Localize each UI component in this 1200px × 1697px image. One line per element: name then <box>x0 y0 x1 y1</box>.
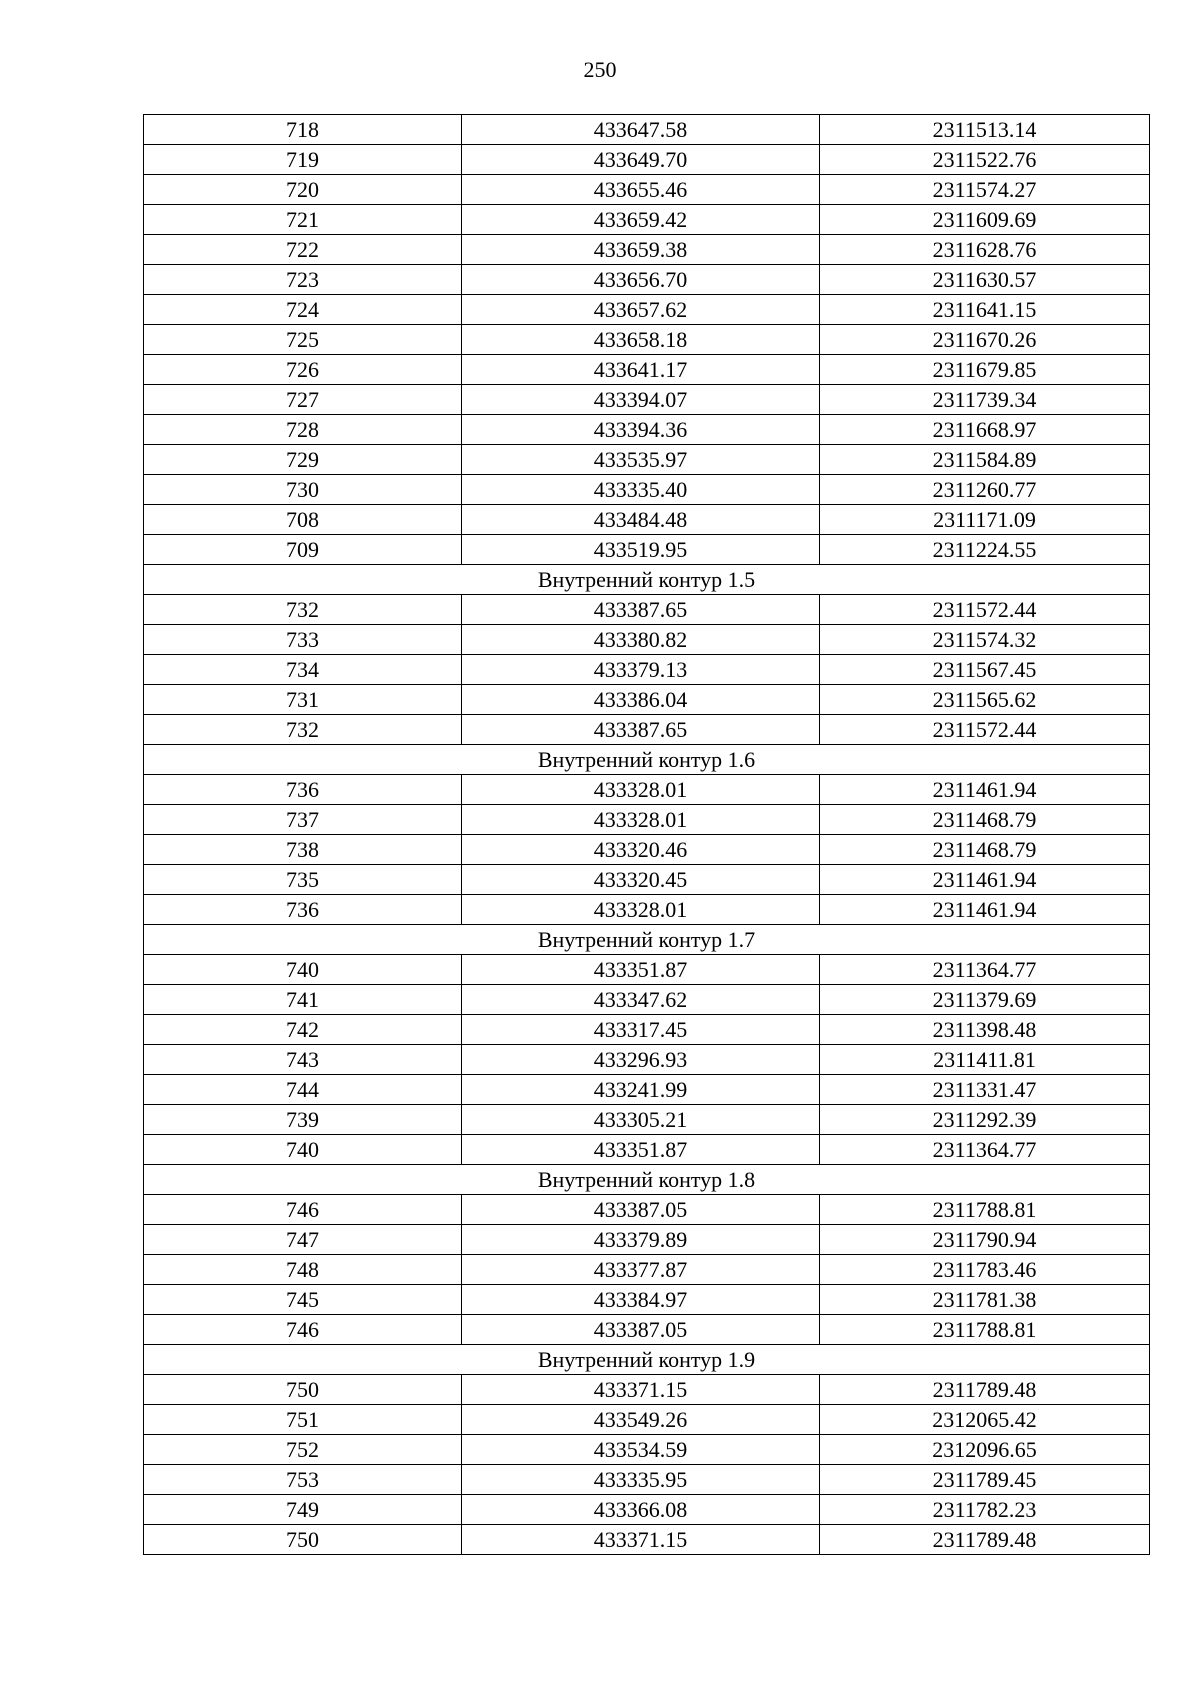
point-number-cell: 719 <box>144 145 462 175</box>
table-row <box>144 115 1150 145</box>
point-number-cell: 746 <box>144 1315 462 1345</box>
y-coordinate-cell: 2311411.81 <box>820 1045 1150 1075</box>
table-row <box>144 1015 1150 1045</box>
x-coordinate-cell: 433296.93 <box>462 1045 820 1075</box>
y-coordinate-cell: 2311364.77 <box>820 1135 1150 1165</box>
y-coordinate-cell: 2311739.34 <box>820 385 1150 415</box>
table-row <box>144 955 1150 985</box>
section-row <box>144 1345 1150 1375</box>
table-row <box>144 235 1150 265</box>
point-number-cell: 750 <box>144 1375 462 1405</box>
section-row <box>144 745 1150 775</box>
y-coordinate-cell: 2311468.79 <box>820 835 1150 865</box>
x-coordinate-cell: 433387.05 <box>462 1315 820 1345</box>
x-coordinate-cell: 433655.46 <box>462 175 820 205</box>
y-coordinate-cell: 2312096.65 <box>820 1435 1150 1465</box>
point-number-cell: 743 <box>144 1045 462 1075</box>
table-row <box>144 385 1150 415</box>
x-coordinate-cell: 433519.95 <box>462 535 820 565</box>
y-coordinate-cell: 2311461.94 <box>820 775 1150 805</box>
point-number-cell: 750 <box>144 1525 462 1555</box>
point-number-cell: 721 <box>144 205 462 235</box>
y-coordinate-cell: 2311670.26 <box>820 325 1150 355</box>
x-coordinate-cell: 433394.07 <box>462 385 820 415</box>
point-number-cell: 735 <box>144 865 462 895</box>
y-coordinate-cell: 2311679.85 <box>820 355 1150 385</box>
table-row <box>144 715 1150 745</box>
table-row <box>144 1195 1150 1225</box>
x-coordinate-cell: 433387.05 <box>462 1195 820 1225</box>
point-number-cell: 752 <box>144 1435 462 1465</box>
coordinates-table-body <box>144 115 1150 1555</box>
y-coordinate-cell: 2311790.94 <box>820 1225 1150 1255</box>
point-number-cell: 720 <box>144 175 462 205</box>
table-row <box>144 1105 1150 1135</box>
table-row <box>144 475 1150 505</box>
x-coordinate-cell: 433351.87 <box>462 955 820 985</box>
section-row <box>144 925 1150 955</box>
table-row <box>144 655 1150 685</box>
page-number: 250 <box>583 57 617 82</box>
table-row <box>144 355 1150 385</box>
table-row <box>144 985 1150 1015</box>
point-number-cell: 722 <box>144 235 462 265</box>
point-number-cell: 744 <box>144 1075 462 1105</box>
y-coordinate-cell: 2311783.46 <box>820 1255 1150 1285</box>
x-coordinate-cell: 433371.15 <box>462 1525 820 1555</box>
table-row <box>144 295 1150 325</box>
point-number-cell: 730 <box>144 475 462 505</box>
y-coordinate-cell: 2311781.38 <box>820 1285 1150 1315</box>
section-label: Внутренний контур 1.5 <box>144 565 1150 595</box>
x-coordinate-cell: 433484.48 <box>462 505 820 535</box>
table-row <box>144 1525 1150 1555</box>
y-coordinate-cell: 2311513.14 <box>820 115 1150 145</box>
table-row <box>144 1315 1150 1345</box>
y-coordinate-cell: 2311789.48 <box>820 1375 1150 1405</box>
table-row <box>144 1075 1150 1105</box>
table-row <box>144 1285 1150 1315</box>
point-number-cell: 736 <box>144 895 462 925</box>
x-coordinate-cell: 433241.99 <box>462 1075 820 1105</box>
x-coordinate-cell: 433380.82 <box>462 625 820 655</box>
point-number-cell: 729 <box>144 445 462 475</box>
x-coordinate-cell: 433657.62 <box>462 295 820 325</box>
x-coordinate-cell: 433379.89 <box>462 1225 820 1255</box>
point-number-cell: 731 <box>144 685 462 715</box>
y-coordinate-cell: 2311567.45 <box>820 655 1150 685</box>
y-coordinate-cell: 2311574.27 <box>820 175 1150 205</box>
x-coordinate-cell: 433535.97 <box>462 445 820 475</box>
y-coordinate-cell: 2311789.48 <box>820 1525 1150 1555</box>
y-coordinate-cell: 2311522.76 <box>820 145 1150 175</box>
point-number-cell: 732 <box>144 715 462 745</box>
point-number-cell: 745 <box>144 1285 462 1315</box>
x-coordinate-cell: 433656.70 <box>462 265 820 295</box>
y-coordinate-cell: 2311379.69 <box>820 985 1150 1015</box>
y-coordinate-cell: 2311788.81 <box>820 1195 1150 1225</box>
point-number-cell: 738 <box>144 835 462 865</box>
point-number-cell: 753 <box>144 1465 462 1495</box>
point-number-cell: 727 <box>144 385 462 415</box>
point-number-cell: 740 <box>144 955 462 985</box>
point-number-cell: 724 <box>144 295 462 325</box>
point-number-cell: 728 <box>144 415 462 445</box>
table-row <box>144 685 1150 715</box>
point-number-cell: 739 <box>144 1105 462 1135</box>
table-row <box>144 1135 1150 1165</box>
table-row <box>144 835 1150 865</box>
x-coordinate-cell: 433534.59 <box>462 1435 820 1465</box>
y-coordinate-cell: 2311224.55 <box>820 535 1150 565</box>
table-row <box>144 595 1150 625</box>
x-coordinate-cell: 433328.01 <box>462 805 820 835</box>
x-coordinate-cell: 433549.26 <box>462 1405 820 1435</box>
x-coordinate-cell: 433377.87 <box>462 1255 820 1285</box>
x-coordinate-cell: 433387.65 <box>462 715 820 745</box>
table-row <box>144 1435 1150 1465</box>
x-coordinate-cell: 433386.04 <box>462 685 820 715</box>
table-row <box>144 625 1150 655</box>
y-coordinate-cell: 2312065.42 <box>820 1405 1150 1435</box>
x-coordinate-cell: 433335.40 <box>462 475 820 505</box>
table-row <box>144 1225 1150 1255</box>
section-label: Внутренний контур 1.6 <box>144 745 1150 775</box>
table-row <box>144 1465 1150 1495</box>
y-coordinate-cell: 2311468.79 <box>820 805 1150 835</box>
x-coordinate-cell: 433366.08 <box>462 1495 820 1525</box>
x-coordinate-cell: 433305.21 <box>462 1105 820 1135</box>
y-coordinate-cell: 2311398.48 <box>820 1015 1150 1045</box>
x-coordinate-cell: 433351.87 <box>462 1135 820 1165</box>
y-coordinate-cell: 2311788.81 <box>820 1315 1150 1345</box>
table-row <box>144 1375 1150 1405</box>
table-row <box>144 535 1150 565</box>
point-number-cell: 751 <box>144 1405 462 1435</box>
table-row <box>144 415 1150 445</box>
table-row <box>144 325 1150 355</box>
x-coordinate-cell: 433335.95 <box>462 1465 820 1495</box>
x-coordinate-cell: 433649.70 <box>462 145 820 175</box>
point-number-cell: 742 <box>144 1015 462 1045</box>
y-coordinate-cell: 2311364.77 <box>820 955 1150 985</box>
point-number-cell: 736 <box>144 775 462 805</box>
table-row <box>144 895 1150 925</box>
y-coordinate-cell: 2311584.89 <box>820 445 1150 475</box>
section-label: Внутренний контур 1.8 <box>144 1165 1150 1195</box>
point-number-cell: 747 <box>144 1225 462 1255</box>
table-row <box>144 1405 1150 1435</box>
x-coordinate-cell: 433384.97 <box>462 1285 820 1315</box>
x-coordinate-cell: 433659.38 <box>462 235 820 265</box>
y-coordinate-cell: 2311630.57 <box>820 265 1150 295</box>
y-coordinate-cell: 2311260.77 <box>820 475 1150 505</box>
x-coordinate-cell: 433659.42 <box>462 205 820 235</box>
point-number-cell: 734 <box>144 655 462 685</box>
y-coordinate-cell: 2311789.45 <box>820 1465 1150 1495</box>
point-number-cell: 732 <box>144 595 462 625</box>
x-coordinate-cell: 433641.17 <box>462 355 820 385</box>
point-number-cell: 746 <box>144 1195 462 1225</box>
point-number-cell: 748 <box>144 1255 462 1285</box>
x-coordinate-cell: 433328.01 <box>462 775 820 805</box>
x-coordinate-cell: 433320.45 <box>462 865 820 895</box>
x-coordinate-cell: 433379.13 <box>462 655 820 685</box>
point-number-cell: 708 <box>144 505 462 535</box>
table-row <box>144 775 1150 805</box>
y-coordinate-cell: 2311572.44 <box>820 715 1150 745</box>
table-row <box>144 205 1150 235</box>
y-coordinate-cell: 2311572.44 <box>820 595 1150 625</box>
point-number-cell: 726 <box>144 355 462 385</box>
table-row <box>144 1255 1150 1285</box>
y-coordinate-cell: 2311461.94 <box>820 895 1150 925</box>
table-row <box>144 175 1150 205</box>
y-coordinate-cell: 2311171.09 <box>820 505 1150 535</box>
section-label: Внутренний контур 1.9 <box>144 1345 1150 1375</box>
point-number-cell: 733 <box>144 625 462 655</box>
point-number-cell: 749 <box>144 1495 462 1525</box>
y-coordinate-cell: 2311628.76 <box>820 235 1150 265</box>
coordinates-table <box>143 114 1150 1555</box>
x-coordinate-cell: 433320.46 <box>462 835 820 865</box>
table-row <box>144 145 1150 175</box>
section-row <box>144 1165 1150 1195</box>
y-coordinate-cell: 2311331.47 <box>820 1075 1150 1105</box>
x-coordinate-cell: 433347.62 <box>462 985 820 1015</box>
y-coordinate-cell: 2311461.94 <box>820 865 1150 895</box>
x-coordinate-cell: 433317.45 <box>462 1015 820 1045</box>
x-coordinate-cell: 433371.15 <box>462 1375 820 1405</box>
table-row <box>144 1495 1150 1525</box>
table-row <box>144 865 1150 895</box>
table-row <box>144 805 1150 835</box>
y-coordinate-cell: 2311609.69 <box>820 205 1150 235</box>
y-coordinate-cell: 2311641.15 <box>820 295 1150 325</box>
x-coordinate-cell: 433658.18 <box>462 325 820 355</box>
x-coordinate-cell: 433387.65 <box>462 595 820 625</box>
section-row <box>144 565 1150 595</box>
point-number-cell: 741 <box>144 985 462 1015</box>
point-number-cell: 709 <box>144 535 462 565</box>
point-number-cell: 723 <box>144 265 462 295</box>
point-number-cell: 725 <box>144 325 462 355</box>
y-coordinate-cell: 2311565.62 <box>820 685 1150 715</box>
y-coordinate-cell: 2311574.32 <box>820 625 1150 655</box>
y-coordinate-cell: 2311292.39 <box>820 1105 1150 1135</box>
x-coordinate-cell: 433647.58 <box>462 115 820 145</box>
table-row <box>144 265 1150 295</box>
x-coordinate-cell: 433328.01 <box>462 895 820 925</box>
point-number-cell: 737 <box>144 805 462 835</box>
table-row <box>144 1045 1150 1075</box>
table-row <box>144 445 1150 475</box>
y-coordinate-cell: 2311782.23 <box>820 1495 1150 1525</box>
table-row <box>144 505 1150 535</box>
x-coordinate-cell: 433394.36 <box>462 415 820 445</box>
point-number-cell: 718 <box>144 115 462 145</box>
y-coordinate-cell: 2311668.97 <box>820 415 1150 445</box>
point-number-cell: 740 <box>144 1135 462 1165</box>
section-label: Внутренний контур 1.7 <box>144 925 1150 955</box>
